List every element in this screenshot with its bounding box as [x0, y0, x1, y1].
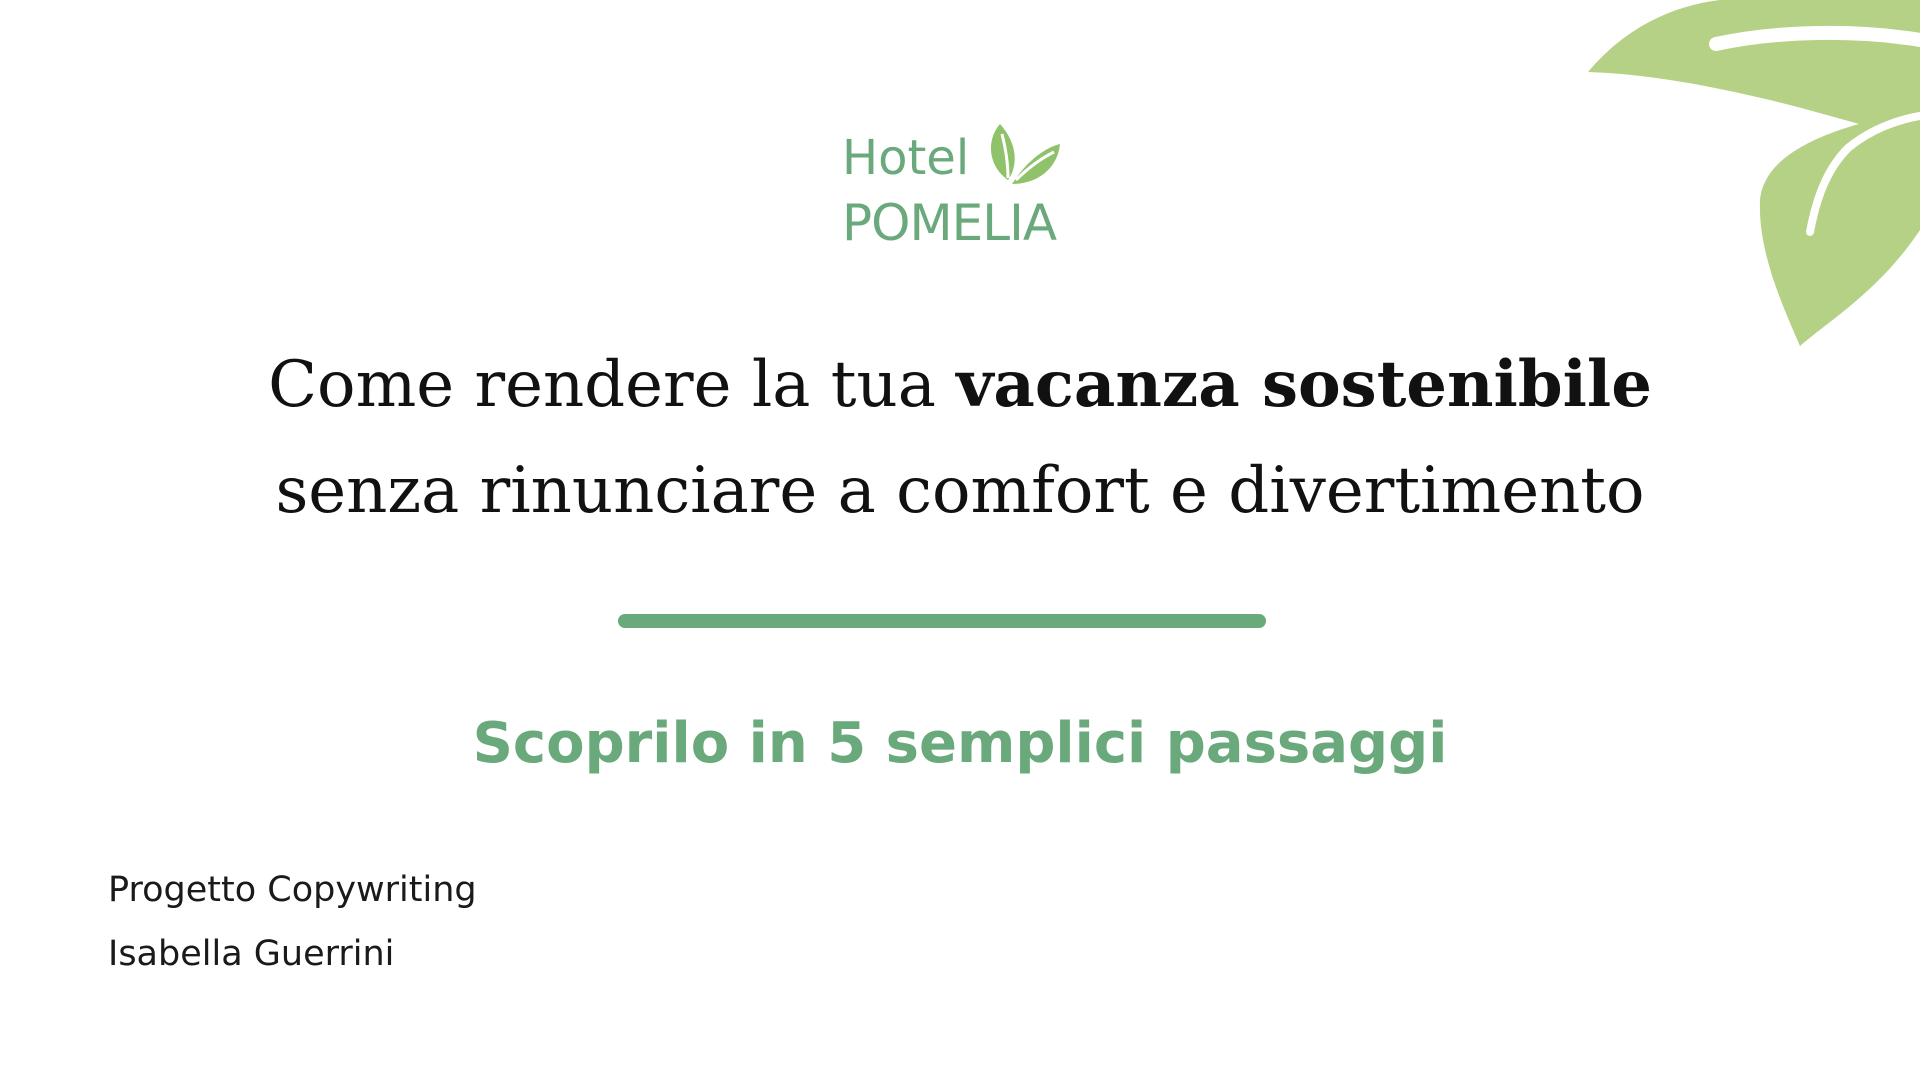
credits [108, 858, 477, 986]
credits-author: Isabella Guerrini [108, 934, 395, 974]
title-line-2: senza rinunciare a comfort e divertimento [275, 454, 1645, 528]
logo-hotel-text: Hotel [842, 130, 970, 186]
page-title [0, 332, 1920, 544]
lower-leaf-shape [1760, 110, 1920, 346]
logo-hotel-name: POMELIA [842, 194, 1057, 252]
corner-leaves-icon [1580, 0, 1920, 350]
upper-leaf-shape [1588, 0, 1920, 140]
subtitle: Scoprilo in 5 semplici passaggi [472, 711, 1448, 776]
divider [618, 614, 1266, 628]
title-line-1-bold: vacanza sostenibile [956, 347, 1652, 422]
hotel-logo [842, 122, 1082, 252]
credits-project: Progetto Copywriting [108, 870, 477, 910]
title-line-1 [0, 332, 1920, 438]
leaf-icon [988, 122, 1062, 188]
title-line-1-prefix: Come rendere la tua [268, 348, 957, 422]
